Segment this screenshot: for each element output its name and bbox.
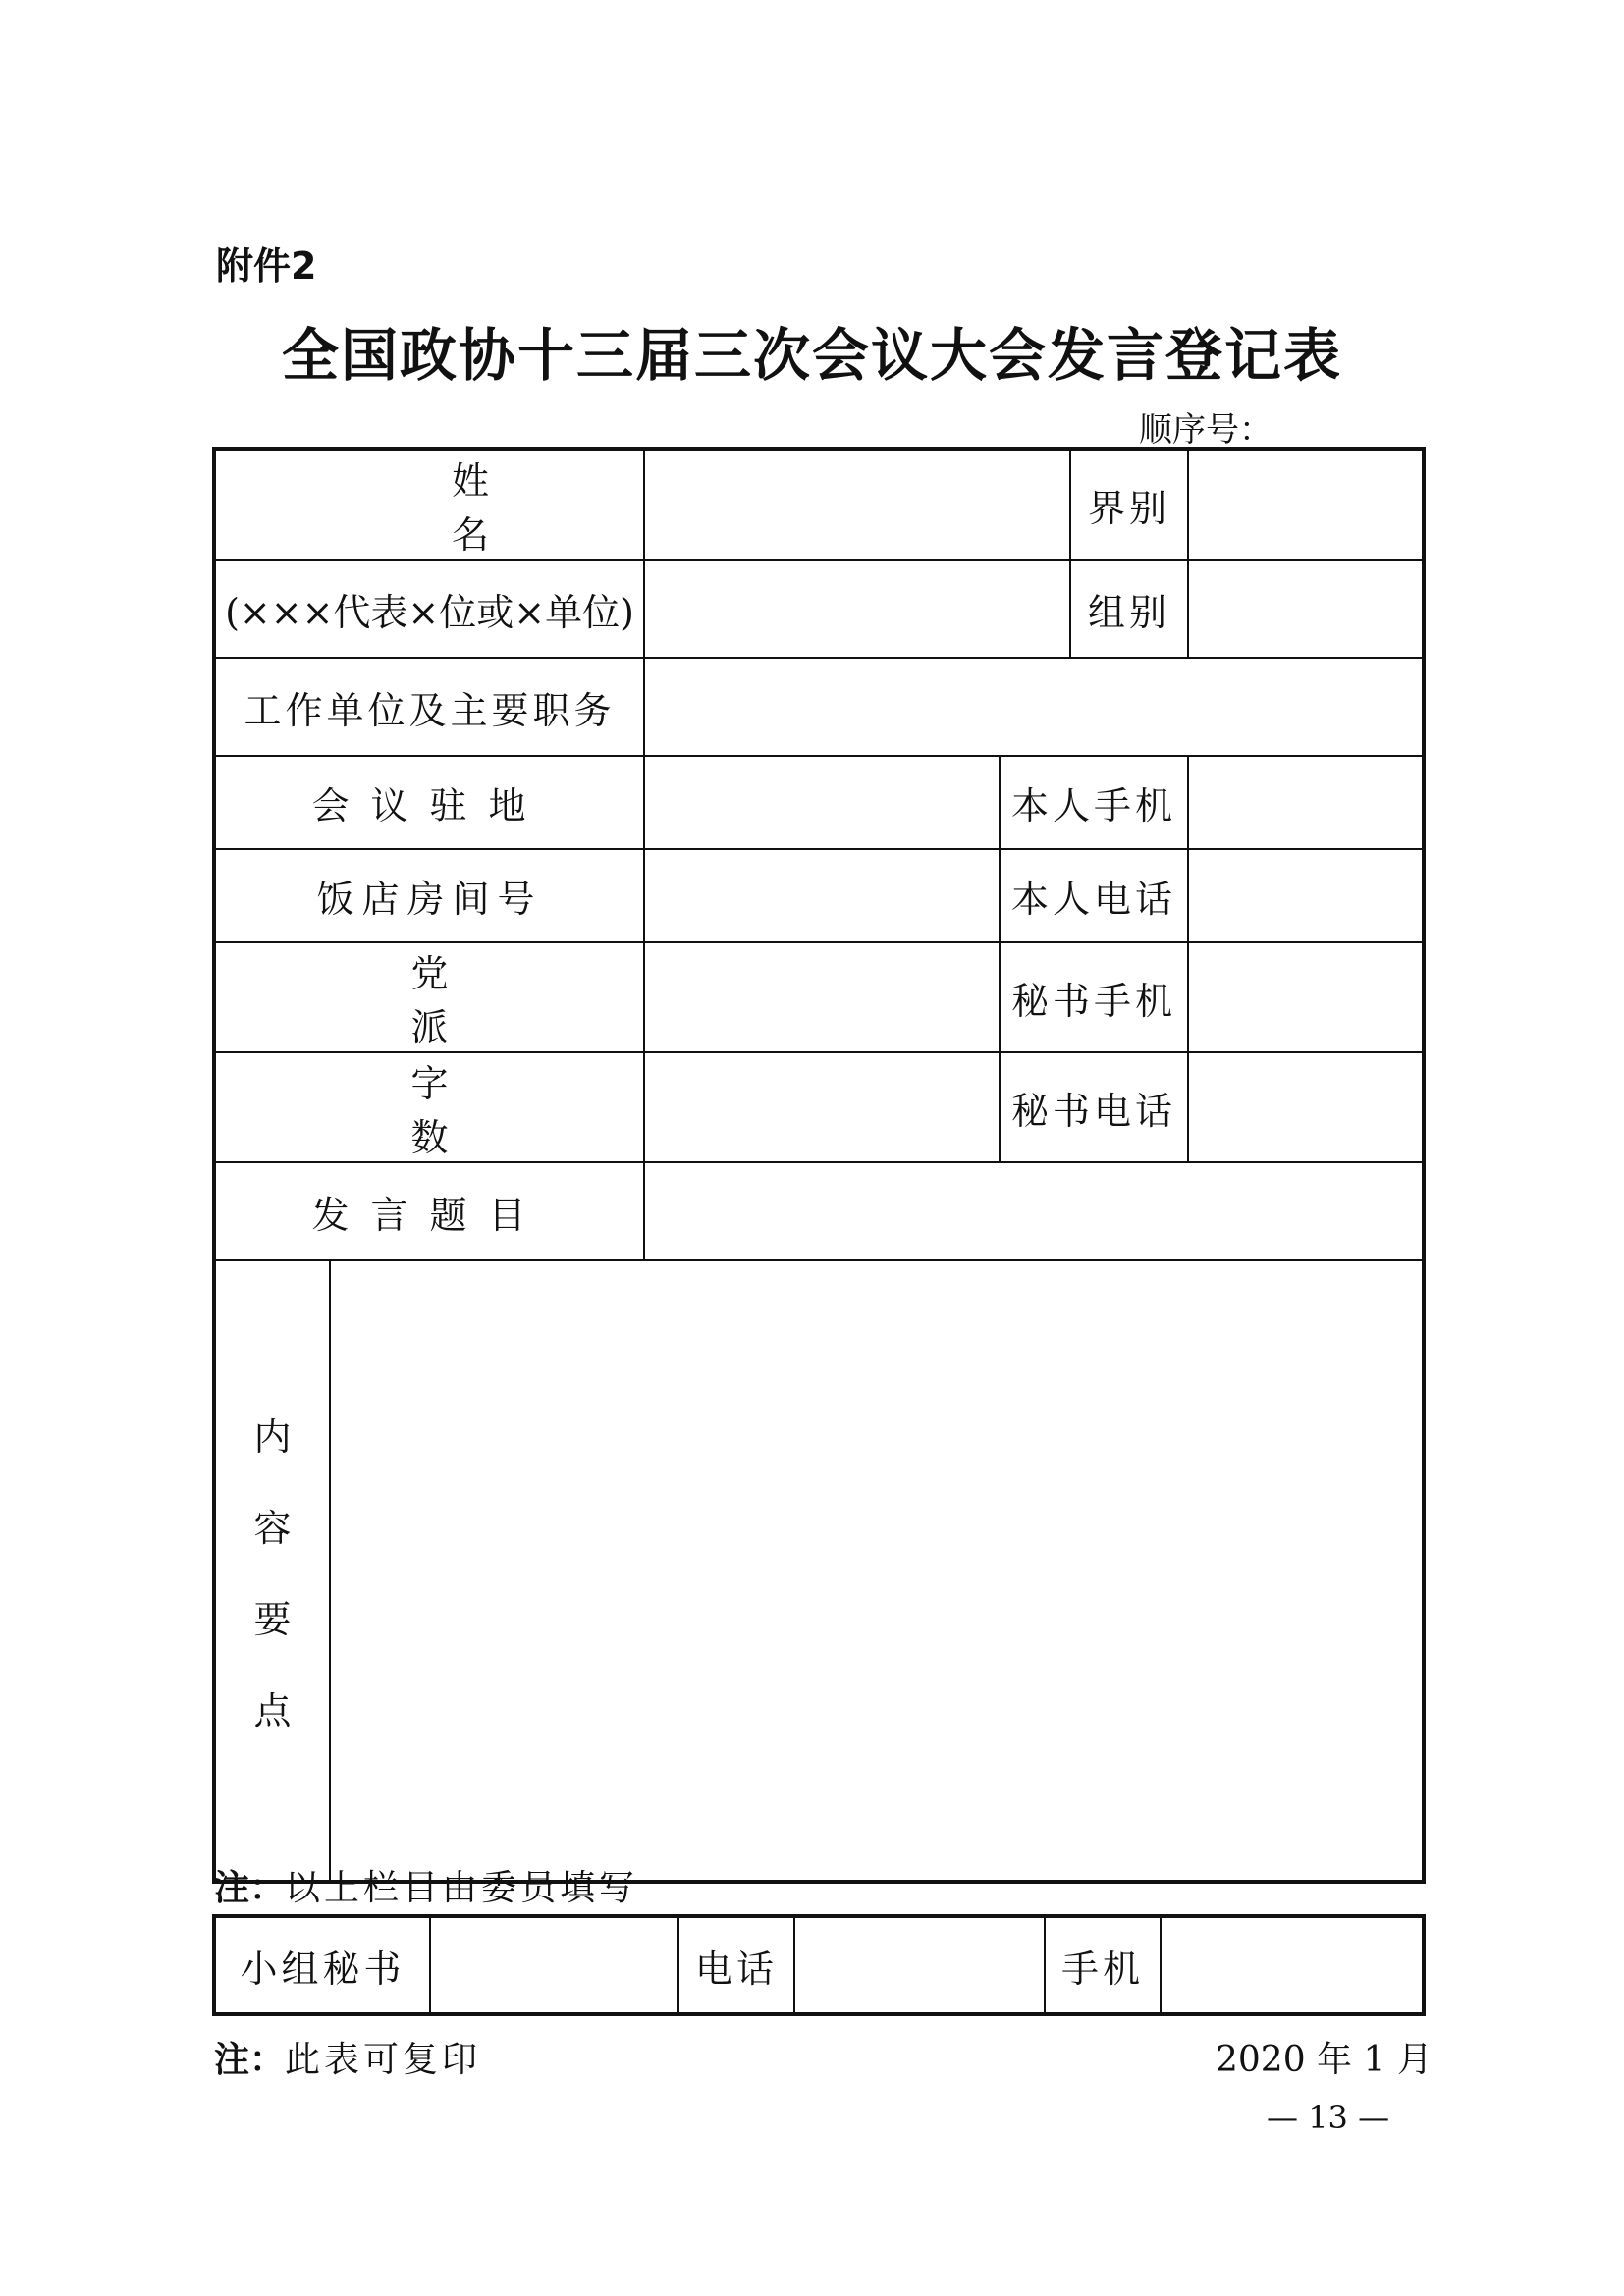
bottom-mobile-label: 手机 bbox=[1045, 1916, 1161, 2014]
note-fill-by-member bbox=[214, 1860, 638, 1910]
row-workplace bbox=[214, 658, 1424, 756]
sequence-number-label: 顺序号： bbox=[1139, 410, 1272, 450]
bottom-mobile-value[interactable] bbox=[1161, 1916, 1424, 2014]
speech-topic-label: 发言题目 bbox=[214, 1162, 644, 1260]
residence-value[interactable] bbox=[644, 756, 1000, 849]
bottom-phone-value[interactable] bbox=[794, 1916, 1045, 2014]
workplace-label: 工作单位及主要职务 bbox=[214, 658, 644, 756]
content-points-char-4: 点 bbox=[253, 1689, 292, 1733]
row-representation bbox=[214, 560, 1424, 658]
content-points-value[interactable] bbox=[330, 1260, 1424, 1882]
row-word-count bbox=[214, 1052, 1424, 1162]
workplace-value[interactable] bbox=[644, 658, 1424, 756]
registration-form-table bbox=[212, 447, 1426, 1884]
row-party bbox=[214, 942, 1424, 1052]
content-points-char-2: 容 bbox=[253, 1507, 292, 1550]
party-label: 党派 bbox=[214, 942, 644, 1052]
residence-label: 会议驻地 bbox=[214, 756, 644, 849]
content-points-char-3: 要 bbox=[253, 1598, 292, 1641]
bottom-phone-label: 电话 bbox=[678, 1916, 794, 2014]
mobile-label: 本人手机 bbox=[1000, 756, 1188, 849]
name-label-cell bbox=[214, 449, 644, 560]
sector-value[interactable] bbox=[1188, 449, 1424, 560]
party-value[interactable] bbox=[644, 942, 1000, 1052]
note2-text: 此表可复印 bbox=[285, 2040, 482, 2080]
secretary-table bbox=[212, 1914, 1426, 2016]
group-value[interactable] bbox=[1188, 560, 1424, 658]
secretary-mobile-label: 秘书手机 bbox=[1000, 942, 1188, 1052]
row-speech-topic bbox=[214, 1162, 1424, 1260]
group-label: 组别 bbox=[1070, 560, 1188, 658]
attachment-label: 附件2 bbox=[216, 244, 317, 288]
phone-value[interactable] bbox=[1188, 849, 1424, 942]
note1-text: 以上栏目由委员填写 bbox=[285, 1868, 639, 1908]
form-date: 2020 年 1 月 bbox=[1216, 2040, 1433, 2080]
row-name bbox=[214, 449, 1424, 560]
phone-label: 本人电话 bbox=[1000, 849, 1188, 942]
hotel-room-value[interactable] bbox=[644, 849, 1000, 942]
content-points-label-cell bbox=[214, 1260, 330, 1882]
name-value[interactable] bbox=[644, 449, 1070, 560]
word-count-value[interactable] bbox=[644, 1052, 1000, 1162]
page-number: — 13 — bbox=[1267, 2099, 1390, 2136]
representation-value[interactable] bbox=[644, 560, 1070, 658]
row-group-secretary bbox=[214, 1916, 1424, 2014]
secretary-phone-value[interactable] bbox=[1188, 1052, 1424, 1162]
name-label bbox=[216, 451, 643, 559]
secretary-phone-label: 秘书电话 bbox=[1000, 1052, 1188, 1162]
hotel-room-label: 饭店房间号 bbox=[214, 849, 644, 942]
representation-label: (×××代表×位或×单位) bbox=[214, 560, 644, 658]
secretary-mobile-value[interactable] bbox=[1188, 942, 1424, 1052]
form-title: 全国政协十三届三次会议大会发言登记表 bbox=[281, 322, 1342, 389]
note2-prefix: 注： bbox=[214, 2040, 286, 2080]
row-hotel-room bbox=[214, 849, 1424, 942]
note-may-copy bbox=[214, 2032, 481, 2082]
content-points-char-1: 内 bbox=[253, 1415, 292, 1459]
content-points-label bbox=[216, 1407, 329, 1735]
speech-topic-value[interactable] bbox=[644, 1162, 1424, 1260]
sector-label: 界别 bbox=[1070, 449, 1188, 560]
note1-prefix: 注： bbox=[214, 1868, 286, 1908]
row-residence bbox=[214, 756, 1424, 849]
word-count-label: 字数 bbox=[214, 1052, 644, 1162]
group-secretary-value[interactable] bbox=[430, 1916, 678, 2014]
group-secretary-label: 小组秘书 bbox=[214, 1916, 430, 2014]
row-content-points bbox=[214, 1260, 1424, 1882]
name-label-text: 姓名 bbox=[452, 459, 618, 557]
mobile-value[interactable] bbox=[1188, 756, 1424, 849]
